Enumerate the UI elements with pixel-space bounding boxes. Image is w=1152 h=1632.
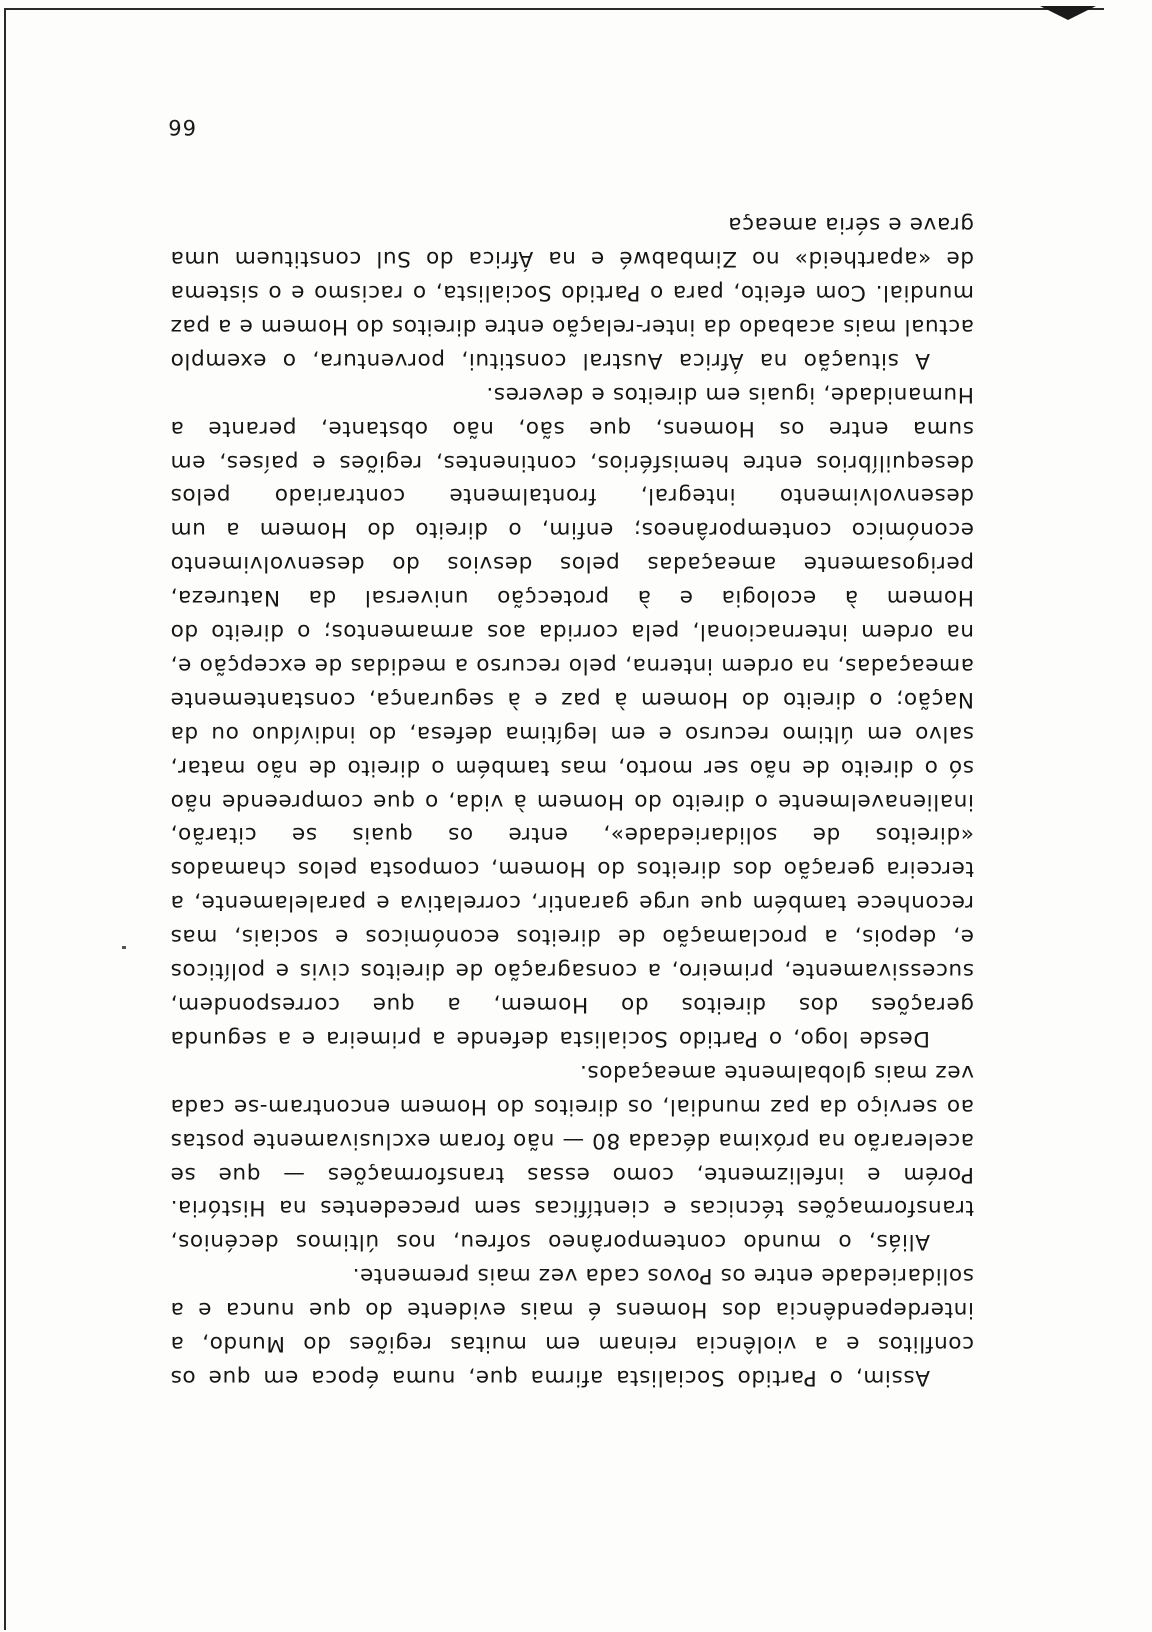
paragraph-2: Aliás, o mundo contemporâneo sofreu, nos últimos decénios, transformações técnicas e científicas sem precedentes na História. Porém e infelizmente, como essas transformações — que se acelerarão na próxima década 80 — não foram exclusivamente postas ao serviço da paz mundial, os direitos do Homem encontram-se cada vez mais globalmente ameaçados. <box>170 1059 974 1255</box>
page-number: 66 <box>167 115 196 139</box>
document-body <box>170 207 974 1394</box>
paragraph-4: A situação na África Austral constitui, porventura, o exemplo actual mais acabado da inter-relação entre direitos do Homem e a paz mundial. Com efeito, para o Partido Socialista, o racismo e o sistema de «apartheid» no Zimbabwé e na África do Sul constituem uma grave e séria ameaça <box>170 212 974 373</box>
paragraph-3: Desde logo, o Partido Socialista defende a primeira e a segunda gerações dos direitos do Homem, a que correspondem, sucessivamente, primeiro, a consagração de direitos civis e políticos e, depois, a proclamação de direitos económicos e sociais, mas reconhece também que urge garantir, correlativa e paralelamente, a terceira geração dos direitos do Homem, composta pelos chamados «direitos de solidariedade», entre os quais se citarão, inalienavelmente o direito do Homem à vida, o que compreende não só o direito de não ser morto, mas também o direito de não matar, salvo em último recurso e em legítima defesa, do indivíduo ou da Nação; o direito do Homem à paz e à segurança, constantemente ameaçadas, na ordem interna, pelo recurso a medidas de excepção e, na ordem internacional, pela corrida aos armamentos; o direito do Homem à ecologia e à protecção universal da Natureza, perigosamente ameaçadas pelos desvios do desenvolvimento económico contemporâneos; enfim, o direito do Homem a um desenvolvimento integral, frontalmente contrariado pelos desequilíbrios entre hemisférios, continentes, regiões e países, em suma entre os Homens, que são, não obstante, perante a Humanidade, iguais em direitos e deveres. <box>170 381 974 1051</box>
paragraph-1: Assim, o Partido Socialista afirma que, numa época em que os conflitos e a violência reinam em muitas regiões do Mundo, a interdependência dos Homens é mais evidente do que nunca e a solidariedade entre os Povos cada vez mais premente. <box>170 1263 974 1390</box>
